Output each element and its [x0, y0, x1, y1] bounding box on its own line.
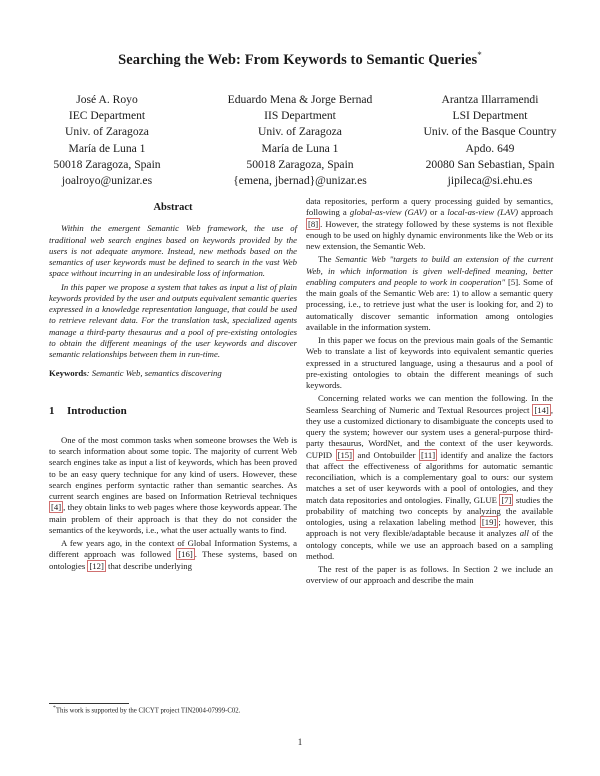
section-title: Introduction [67, 404, 127, 417]
body-text: . These systems, based on ontologies [49, 549, 297, 571]
author-university: Univ. of the Basque Country [423, 125, 557, 139]
author-mena-bernad [210, 92, 390, 189]
left-column [49, 202, 297, 572]
body-paragraph [306, 393, 553, 562]
body-text: and Ontobuilder [354, 449, 420, 460]
author-name: Arantza Illarramendi [441, 93, 539, 106]
citation-link[interactable]: [16] [178, 549, 193, 560]
author-department: IEC Department [68, 109, 146, 123]
author-street: María de Luna 1 [68, 141, 146, 155]
citation-link[interactable]: [19] [481, 517, 497, 527]
paper-title-text: Searching the Web: From Keywords to Semantic Queries [118, 51, 478, 68]
author-university: Univ. of Zaragoza [258, 125, 342, 139]
body-paragraph [49, 538, 297, 572]
emphasis-text: "targets to build an extension of the current Web, in which information is given well-defined meaning, better enabling computers and people to work in cooperation" [306, 254, 553, 287]
abstract-paragraph: In this paper we propose a system that takes as input a list of plain keywords provided by the user and outputs equivalent semantic queries expressed in a knowledge representation language, that could be used to retrieve relevant data. For the translation task, specialized agents manage a third-party thesaurus and a pool of pre-existing ontologies to obtain the different meanings of the user keywords and discover semantic relationships between them in run-time. [49, 281, 297, 359]
abstract [49, 202, 297, 360]
body-text: that describe underlying [105, 560, 192, 571]
right-column [306, 196, 553, 587]
citation-link[interactable]: [12] [89, 560, 104, 571]
author-email: jipileca@si.ehu.es [447, 174, 533, 188]
emphasis-text: all [519, 528, 529, 539]
body-text: ; however, this approach is not very flexible/adaptable because it analyzes [306, 517, 554, 539]
footnote-marker: * [53, 705, 56, 711]
author-department: LSI Department [452, 109, 528, 123]
body-paragraph [49, 435, 297, 536]
body-text: Concerning related works we can mention the following. In the Seamless Searching of Numeric and Textual Resources project [306, 393, 553, 415]
keywords-text: : Semantic Web, semantics discovering [86, 368, 222, 379]
abstract-heading: Abstract [153, 202, 193, 213]
body-text: , they use a customized dictionary to disambiguate the concepts used to query the system; however our system uses a general-purpose third-party thesaurus, WordNet, and the context of the user keywords. CUPID [306, 404, 553, 460]
author-name: Eduardo Mena & Jorge Bernad [227, 93, 373, 106]
author-city: 20080 San Sebastian, Spain [425, 157, 555, 171]
body-text: One of the most common tasks when someone browses the Web is to search information about some topic. The majority of current Web search engines take as input a list of keywords, which has been proved to be an easy query technique for any kind of users. However, these search engines perform syntactic rather than semantic searches. As current search engines are based on Information Retrieval techniques [49, 434, 297, 501]
author-street: Apdo. 649 [465, 141, 515, 155]
body-text: . However, the strategy followed by these systems is not flexible enough to be used on highly dynamic environments like the Web or its new extension, the Semantic Web. [306, 218, 553, 251]
citation-link[interactable]: [14] [534, 404, 549, 415]
citation-link[interactable]: [11] [421, 449, 436, 460]
author-street: María de Luna 1 [261, 141, 339, 155]
page-number: 1 [297, 737, 303, 747]
body-paragraph: The rest of the paper is as follows. In Section 2 we include an overview of our approach and describe the main [306, 564, 553, 586]
author-university: Univ. of Zaragoza [65, 125, 149, 139]
footnote-rule [49, 703, 129, 704]
author-city: 50018 Zaragoza, Spain [246, 157, 354, 171]
author-city: 50018 Zaragoza, Spain [53, 157, 161, 171]
emphasis-text: local-as-view (LAV) [447, 207, 519, 218]
emphasis-text: global-as-view (GAV) [349, 207, 427, 218]
body-text: or a [426, 207, 448, 218]
body-text: , they obtain links to web pages where those keywords appear. The main problem of their approach is that they do not consider the semantics of the keywords, i.e., what the user actually wants to find. [49, 502, 297, 535]
body-paragraph [306, 254, 553, 333]
citation-link[interactable]: [7] [501, 494, 512, 505]
author-royo [32, 92, 182, 189]
author-department: IIS Department [264, 109, 336, 123]
body-text: The [318, 254, 336, 265]
body-text: of the ontology concepts, while we use an approach based on a sampling method. [306, 528, 553, 561]
emphasis-text: Semantic Web [335, 254, 386, 265]
body-text: identify and analize the factors that affect the effectiveness of algorithms for automatic semantic reconciliation, which is a complementary goal to ours: our system matches a set of user keywords with a pool of ontologies, and they match data repositories and ontologies. Finally, GLUE [306, 449, 553, 505]
author-email: joalroyo@unizar.es [61, 174, 153, 188]
body-text: approach [518, 207, 553, 218]
title-footnote-marker: * [477, 50, 482, 60]
paper-title [0, 50, 600, 69]
body-paragraph: In this paper we focus on the previous main goals of the Semantic Web to translate a list of keywords into equivalent semantic queries expressed in a structured language, using a thesaurus and a pool of pre-existing ontologies to obtain the different meanings of such keywords. [306, 335, 553, 390]
citation-link[interactable]: [4] [51, 502, 62, 513]
author-name: José A. Royo [76, 93, 138, 106]
body-text: . Some of the main goals of the Semantic Web are: 1) to allow a semantic query processing, i.e., to retrieve just what the user is looking for, and 2) to automatically discover semantic information among ontologies available in the information system. [306, 276, 553, 332]
author-email: {emena, jbernad}@unizar.es [233, 174, 367, 188]
author-illarramendi [405, 92, 575, 189]
abstract-paragraph: Within the emergent Semantic Web framework, the use of traditional web search engines based on keywords provided by the users is not adequate anymore. Instead, new methods based on the semantics of user keywords must be defined to search in the vast Web space without incurring in an undesirable loss of information. [49, 223, 297, 279]
section-number: 1 [49, 404, 55, 417]
keywords-line [49, 368, 297, 379]
section-heading-introduction [49, 406, 297, 417]
footnote [53, 705, 240, 714]
body-paragraph [306, 196, 553, 252]
body-text: studies the probability of matching two concepts by analyzing the available ontologies, using a relaxation labeling method [306, 494, 553, 527]
body-text: A few years ago, in the context of Global Information Systems, a different approach was followed [49, 538, 297, 560]
footnote-text: This work is supported by the CICYT project TIN2004-07999-C02. [55, 707, 241, 715]
body-text: data repositories, perform a query processing guided by semantics, following a [306, 196, 553, 218]
citation-link[interactable]: [15] [337, 449, 353, 460]
keywords-label: Keywords [49, 368, 87, 379]
body-text: [5] [505, 276, 519, 287]
citation-link[interactable]: [8] [308, 218, 319, 229]
